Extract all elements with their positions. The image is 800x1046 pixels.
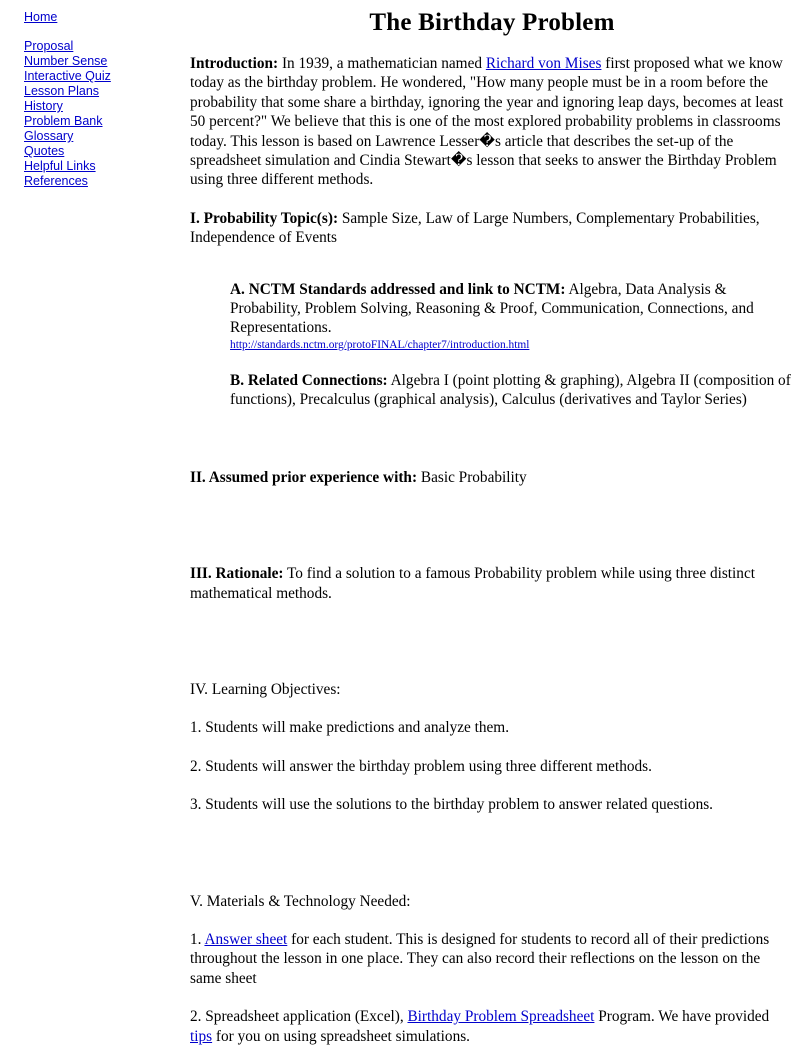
section-2-heading: II. Assumed prior experience with: — [190, 468, 418, 486]
materials-item-1-prefix: 1. — [190, 930, 205, 948]
page-title: The Birthday Problem — [369, 9, 615, 36]
learning-objective-2: 2. Students will answer the birthday problem using three different methods. — [190, 757, 652, 775]
materials-item-1 — [190, 930, 794, 988]
section-1-paragraph — [190, 209, 794, 248]
section-1a-paragraph — [230, 280, 794, 338]
materials-item-2 — [190, 1007, 794, 1046]
sidebar-item-helpful-links[interactable]: Helpful Links — [24, 159, 96, 173]
spacer — [190, 776, 794, 795]
spacer — [190, 738, 794, 757]
section-1a-heading: A. NCTM Standards addressed and link to NCTM: — [230, 280, 566, 298]
learning-objective-1: 1. Students will make predictions and analyze them. — [190, 719, 510, 737]
materials-item-1-text: for each student. This is designed for students to record all of their predictions throughout the lesson in one place. They can also record their reflections on the lesson on the same sheet — [190, 930, 770, 987]
spacer — [190, 545, 794, 564]
section-3-body: To find a solution to a famous Probability problem while using three distinct mathematical methods. — [190, 565, 755, 602]
spacer — [190, 661, 794, 680]
introduction-label: Introduction: — [190, 55, 279, 72]
link-tips[interactable]: tips — [190, 1027, 213, 1045]
spacer — [190, 699, 794, 718]
section-1b-paragraph — [230, 371, 794, 410]
link-birthday-problem-spreadsheet[interactable]: Birthday Problem Spreadsheet — [407, 1008, 595, 1026]
sidebar-item-quotes[interactable]: Quotes — [24, 144, 65, 158]
spacer — [190, 815, 794, 873]
sidebar-item-proposal[interactable]: Proposal — [24, 39, 74, 53]
section-5-heading: V. Materials & Technology Needed: — [190, 892, 411, 910]
sidebar-item-references[interactable]: References — [24, 174, 88, 188]
introduction-text-after-link: first proposed what we know today as the birthday problem. He wondered, "How many people must be in a room before the probability that some share a birthday, ignoring the year and ignoring leap days, becomes at least 50 percent?" We believe that this is one of the most explored probability problems in classrooms today. This lesson is based on Lawrence Lesser�s article that describes the set-up of the spreadsheet simulation and Cindia Stewart�s lesson that seeks to answer the Birthday Problem using three different methods. — [190, 55, 784, 189]
spacer — [190, 988, 794, 1007]
section-3-paragraph — [190, 564, 794, 603]
sidebar-item-number-sense[interactable]: Number Sense — [24, 54, 108, 68]
link-nctm-standards-url[interactable]: http://standards.nctm.org/protoFINAL/chapter7/introduction.html — [230, 338, 530, 351]
link-answer-sheet[interactable]: Answer sheet — [204, 930, 288, 948]
spacer — [190, 352, 794, 371]
section-1-body: Sample Size, Law of Large Numbers, Complementary Probabilities, Independence of Events — [190, 209, 760, 247]
materials-item-2-middle: Program. We have provided — [594, 1008, 770, 1026]
sidebar-link-list — [24, 39, 186, 189]
materials-item-2-text: for you on using spreadsheet simulations. — [212, 1027, 470, 1045]
sidebar-item-history[interactable]: History — [24, 99, 63, 113]
section-2-paragraph — [190, 468, 794, 487]
section-1a-body: Algebra, Data Analysis & Probability, Problem Solving, Reasoning & Proof, Communication, Connections, and Representations. — [230, 280, 754, 337]
section-3-heading: III. Rationale: — [190, 565, 284, 583]
section-1b-body: Algebra I (point plotting & graphing), Algebra II (composition of functions), Precalculus (graphical analysis), Calculus (derivatives and Taylor Series) — [230, 371, 791, 409]
section-4-heading: IV. Learning Objectives: — [190, 680, 341, 698]
main-content — [190, 0, 794, 1046]
introduction-text-before-link: In 1939, a mathematician named — [278, 55, 486, 72]
section-2-body: Basic Probability — [417, 468, 527, 486]
spacer — [190, 190, 794, 209]
spacer — [190, 603, 794, 661]
link-richard-von-mises[interactable]: Richard von Mises — [485, 55, 602, 72]
materials-item-2-prefix: 2. Spreadsheet application (Excel), — [190, 1008, 408, 1026]
sidebar-item-problem-bank[interactable]: Problem Bank — [24, 114, 103, 128]
sidebar-item-home[interactable]: Home — [24, 10, 58, 24]
introduction-paragraph — [190, 54, 794, 190]
sidebar-item-lesson-plans[interactable]: Lesson Plans — [24, 84, 100, 98]
sidebar-navigation — [0, 0, 186, 189]
section-1-heading: I. Probability Topic(s): — [190, 209, 339, 227]
spacer — [190, 911, 794, 930]
spacer — [190, 487, 794, 545]
spacer — [190, 410, 794, 468]
section-1b-heading: B. Related Connections: — [230, 371, 388, 389]
spacer — [190, 873, 794, 892]
sidebar-item-glossary[interactable]: Glossary — [24, 129, 74, 143]
spacer — [190, 248, 794, 280]
sidebar-item-interactive-quiz[interactable]: Interactive Quiz — [24, 69, 111, 83]
learning-objective-3: 3. Students will use the solutions to the birthday problem to answer related questions. — [190, 796, 713, 814]
